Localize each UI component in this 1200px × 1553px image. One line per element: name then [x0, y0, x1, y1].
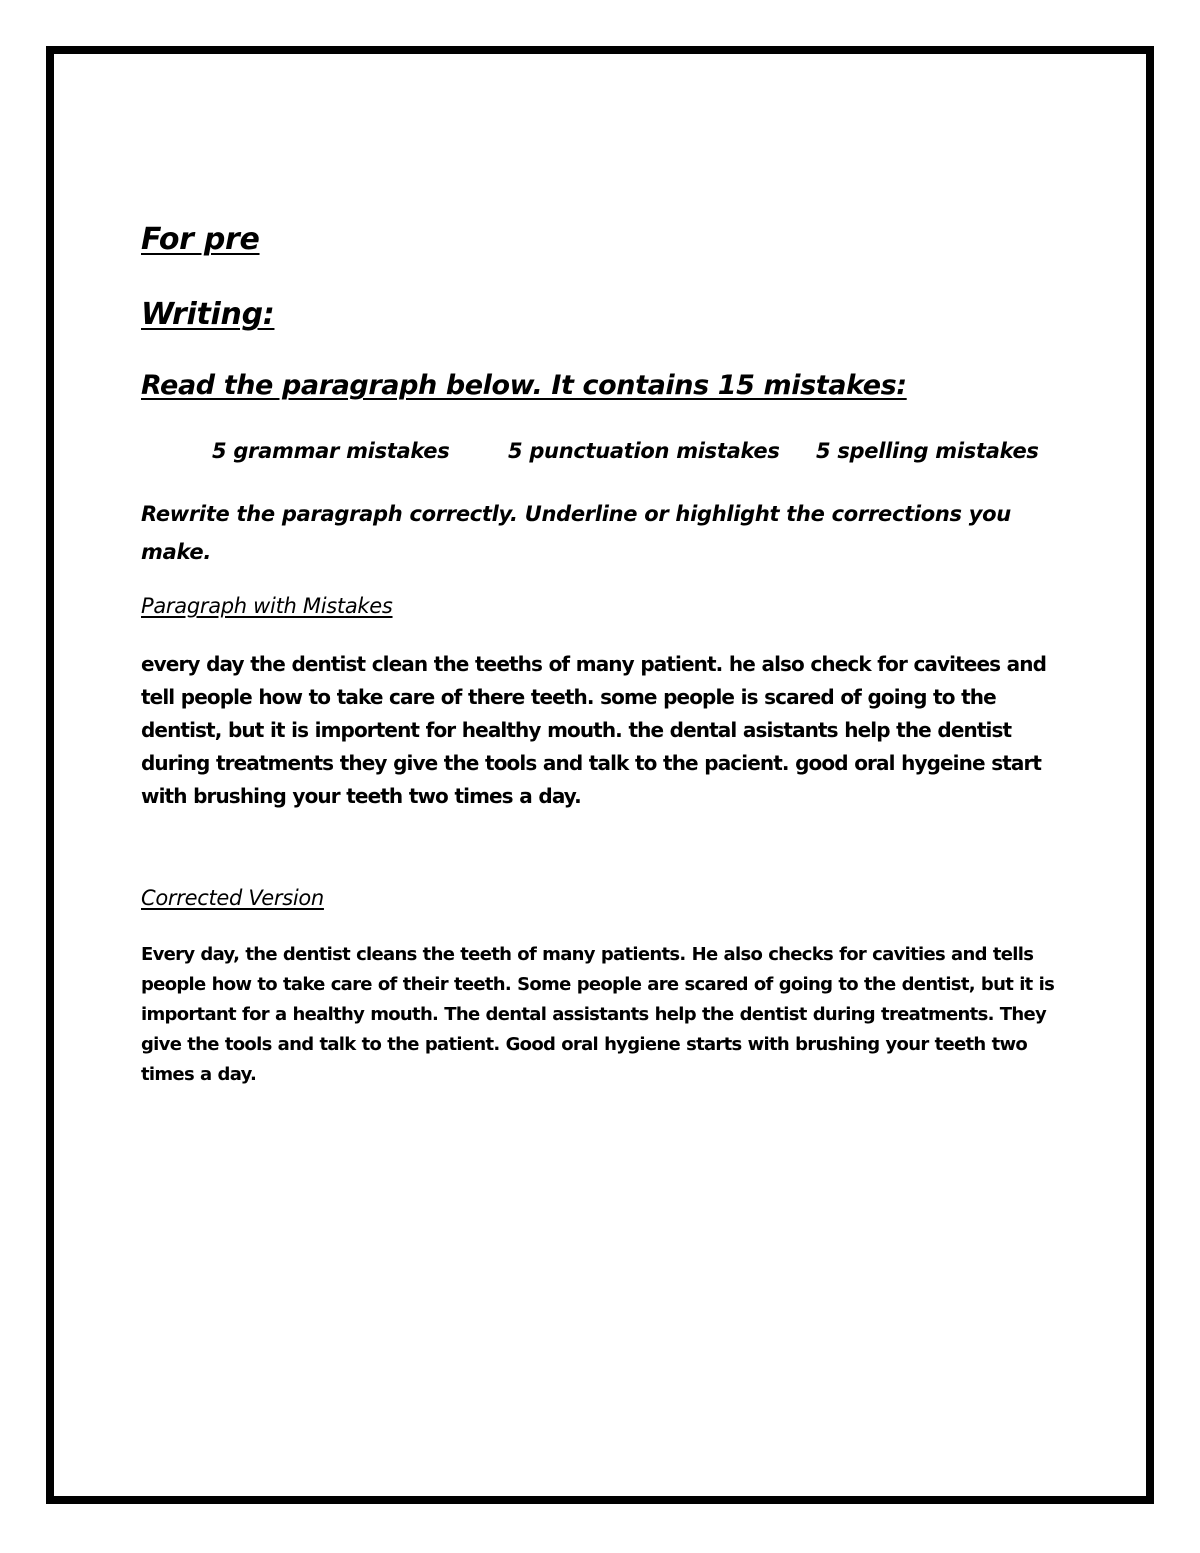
mistake-types-row	[141, 439, 1061, 469]
rewrite-instruction: Rewrite the paragraph correctly. Underline or highlight the corrections you make.	[141, 502, 1011, 564]
grammar-mistakes-label: 5 grammar mistakes	[212, 439, 450, 463]
corrected-heading: Corrected Version	[141, 886, 324, 910]
title-line-2: Writing:	[141, 297, 275, 332]
title-line-1: For pre	[141, 222, 260, 257]
punctuation-mistakes-label: 5 punctuation mistakes	[508, 439, 780, 463]
mistakes-heading: Paragraph with Mistakes	[141, 594, 393, 618]
instruction-heading: Read the paragraph below. It contains 15 mistakes:	[141, 370, 907, 401]
mistakes-paragraph: every day the dentist clean the teeths of many patient. he also check for cavitees and tell people how to take care of there teeth. some people is scared of going to the dentist, but it is importent for healthy mouth. the dental asistants help the dentist during treatments they give the tools and talk to the pacient. good oral hygeine start with brushing your teeth two times a day.	[141, 652, 1047, 808]
spelling-mistakes-label: 5 spelling mistakes	[816, 439, 1039, 463]
corrected-paragraph: Every day, the dentist cleans the teeth of many patients. He also checks for cavities and tells people how to take care of their teeth. Some people are scared of going to the dentist, but it is important for a healthy mouth. The dental assistants help the dentist during treatments. They give the tools and talk to the patient. Good oral hygiene starts with brushing your teeth two times a day.	[141, 944, 1055, 1085]
